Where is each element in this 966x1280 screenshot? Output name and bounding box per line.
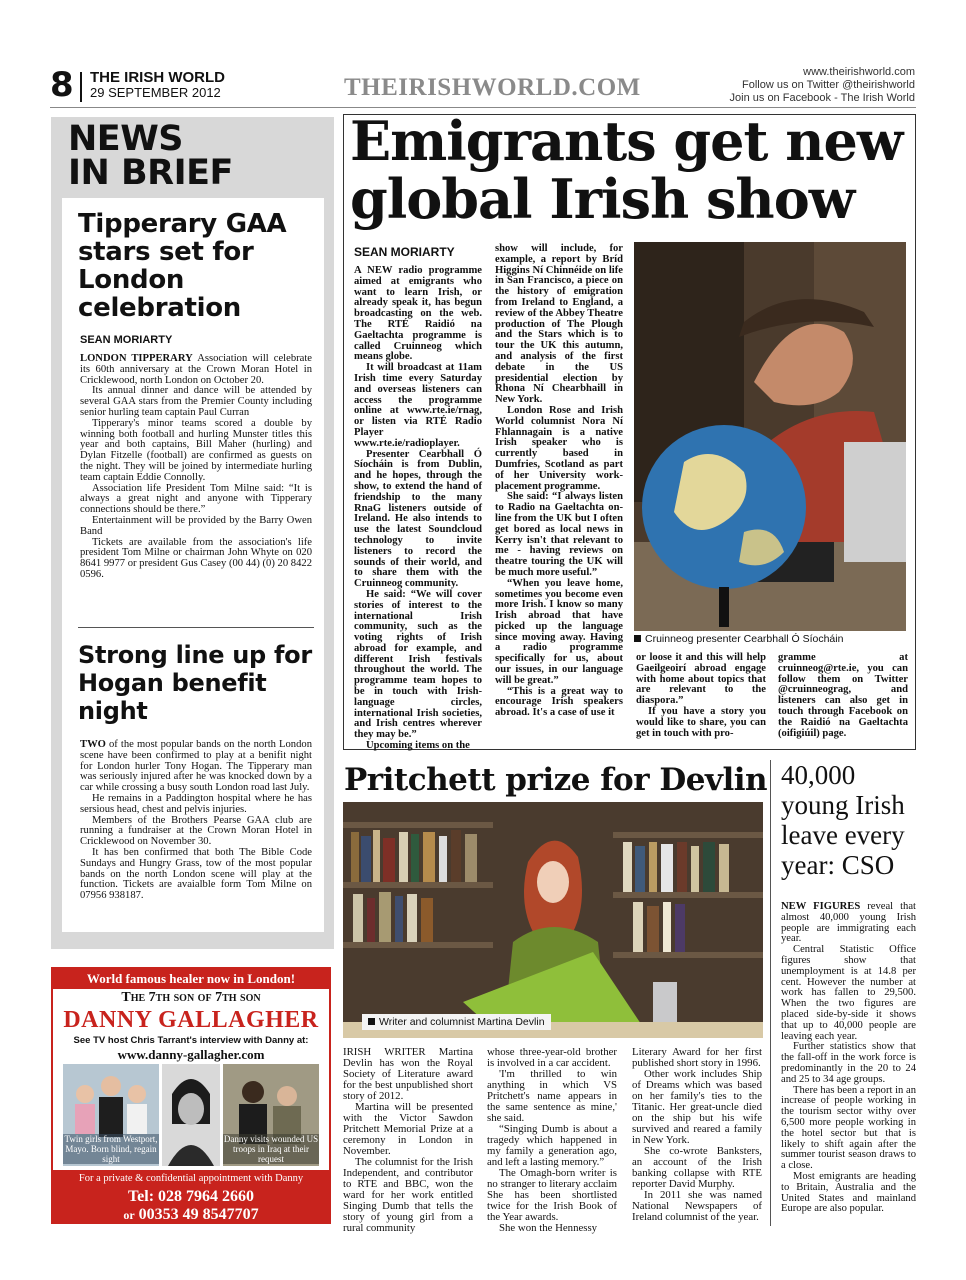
brief-headline-hogan: Strong line up for Hogan benefit night [78, 641, 312, 725]
brief-story-hogan: TWO of the most popular bands on the north London scene have been confirmed to play at a benifit night for London hurler Tony Hogan. The Tipperary man was seriously injured after he was knocked down by a car while crossing a busy south London road last July. He remains in a Paddington hospital where he has sersious head, chest and pelvis injuries. Members of the Brothers Pearse GAA club are running a fundraiser at the Crown Moran Hotel in Cricklewood on November 30. It has ben confirmed that both The Bible Code Sundays and Hungry Grass, tow of the most popular bands on the north London scene will play at the function. Tickets are avaialble form Tom Milne on 07956 938187. [80, 739, 312, 902]
page-number: 8 [50, 65, 74, 105]
header-divider [80, 72, 82, 102]
advert-subtitle: The 7th son of 7th son [121, 990, 261, 1005]
presenter-photo-caption: Cruinneog presenter Cearbhall Ó Síocháin [634, 633, 843, 645]
advert-photo-danny [162, 1064, 220, 1166]
header-contacts [730, 66, 915, 105]
advert-contact-panel [53, 1170, 329, 1222]
main-story-col4: gramme at cruinneog@rte.ie, you can follow them on Twitter @cruinneograg, and listeners can also get in touch through Facebook on the Raidió na Gaeltachta (oifigiúil) page. [778, 652, 908, 739]
pritchett-headline: Pritchett prize for Devlin [344, 762, 768, 798]
header-rule [50, 107, 916, 108]
site-masthead: THEIRISHWORLD.COM [344, 74, 641, 101]
website-link[interactable]: www.theirishworld.com [803, 66, 915, 78]
cso-column-rule [770, 760, 771, 1226]
advert-appointment: For a private & confidential appointment with Danny [78, 1173, 304, 1184]
presenter-photo-illustration [634, 242, 906, 631]
cso-headline: 40,000 young Irish leave every year: CSO [781, 760, 905, 880]
danny-portrait-illustration [162, 1064, 220, 1166]
publication-name: THE IRISH WORLD [90, 69, 225, 86]
caption-marker-icon [368, 1018, 375, 1025]
devlin-photo-illustration [343, 802, 763, 1038]
caption-marker-icon [634, 635, 641, 642]
cso-story: NEW FIGURES reveal that almost 40,000 young Irish people are immigrating each year. Central Statistic Office figures show that unemployment is at 14.8 per cent. However the number at work has fallen to 29,500. When the two figures are placed side-by-side it shows that up to 40,000 people are leaving each year. Further statistics show that the fall-off in the work force is predominantly in the 20 to 24 and 25 to 34 age groups. There has been a report in an increase of people working in the tourism sector withy over 6,500 more people working in the hotel sector but that is likely to shift again after the summer tourist season draws to a close. Most emigrants are heading to Britain, Australia and the United States and mainland Europe are also popular. [781, 901, 916, 1215]
pritchett-col1: IRISH WRITER Martina Devlin has won the Royal Society of Literature award for the best unpublished short story of 2012. Martina will be presented with the Victor Sawdon Pritchett Memorial Prize at a ceremony in London in November. The columnist for the Irish Independent, and contributor to RTE and BBC, won the ward for her work entitled Singing Dumb that tells the story of young girl from a rural community [343, 1046, 473, 1234]
devlin-photo-caption: Writer and columnist Martina Devlin [362, 1014, 551, 1030]
issue-date: 29 SEPTEMBER 2012 [90, 85, 221, 100]
brief-headline-tipperary: Tipperary GAA stars set for London celebration [78, 209, 287, 323]
devlin-photo [343, 802, 763, 1038]
main-headline: Emigrants get new global Irish show [350, 109, 903, 231]
brief-byline: SEAN MORIARTY [80, 334, 173, 346]
main-story-col3: or loose it and this will help Gaeilgeoirí abroad engage with home about topics that are relevant to the diaspora.” If you have a story you would like to share, you can get in touch with pro- [636, 652, 766, 739]
advert-name: DANNY GALLAGHER [63, 1007, 319, 1033]
news-in-brief-title: NEWS IN BRIEF [68, 119, 233, 193]
advert-top-banner: World famous healer now in London! [53, 969, 329, 989]
advert-tv-line: See TV host Chris Tarrant's interview with Danny at: [73, 1035, 309, 1046]
pritchett-col2: whose three-year-old brother is involved in a car accident. 'I'm thrilled to win anything in which VS Pritchett's name appears in the same sentence as mine,' she said. “Singing Dumb is about a tragedy which happened in my family a generation ago, and left a lasting memory.” The Omagh-born writer is no stranger to literary acclaim She has been shortlisted twice for the Irish Book of the Year awards. She won the Hennessy [487, 1046, 617, 1234]
advert-caption-left: Twin girls from Westport, Mayo. Born blind, regain sight [64, 1134, 158, 1164]
advert-website[interactable]: www.danny-gallagher.com [117, 1047, 265, 1062]
main-byline: SEAN MORIARTY [354, 245, 455, 259]
advert-phone-ie[interactable]: or 00353 49 8547707 [123, 1206, 259, 1223]
presenter-photo [634, 242, 906, 631]
advert-phone-uk[interactable]: Tel: 028 7964 2660 [127, 1188, 255, 1205]
advert-caption-right: Danny visits wounded US troops in Iraq at their request [223, 1134, 319, 1164]
pritchett-col3: Literary Award for her first published short story in 1996. Other work includes Ship of Dreams which was based on her family's ties to the Titanic. Her great-uncle died on the ship but his wife survived and reared a family in New York. She co-wrote Banksters, an account of the Irish banking collapse with RTE reporter David Murphy. In 2011 she was named National Newspapers of Ireland columnist of the year. [632, 1046, 762, 1223]
brief-divider [78, 627, 314, 628]
main-story-col2: show will include, for example, a report by Bríd Higgins Ní Chinnéide on life in San Francisco, a piece on the history of emigration from Ireland to England, a review of the Abbey Theatre production of The Plough and the Stars which is to tour the UK this autumn, and analysis of the first debate in the US presidential election by Rhona Ní Chearbhaill in New York. London Rose and Irish World columnist Nora Ní Fhlannagain is a native Irish speaker who is currently based in Dumfries, Scotland as part of her University work-placement programme. She said: “I always listen to Radio na Gaeltachta on-line from the UK but I often get bored as local news in Kerry isn't that relevant to me - having reviews on theatre touring the UK will be much more useful.” “When you leave home, sometimes you become even more Irish. I know so many Irish abroad that have picked up the language since moving away. Having a radio programme specifically for us, about our issues, in our language will be great.” “This is a great way to encourage Irish speakers abroad. It's a case of use it [495, 243, 623, 719]
twitter-link[interactable]: Follow us on Twitter @theirishworld [742, 79, 915, 91]
facebook-link[interactable]: Join us on Facebook - The Irish World [729, 92, 915, 104]
main-story-col1: A NEW radio programme aimed at emigrants who want to learn Irish, or already speak it, has begun broadcasting on the web. The RTÉ Raidió na Gaeltachta programme is called Cruinneog which means globe. It will broadcast at 11am Irish time every Saturday and overseas listeners can access the programme online at www.rte.ie/rnag, or listen via RTÉ Radio Player www.rte.ie/radioplayer. Presenter Cearbhall Ó Síocháin is from Dublin, and he hopes, through the show, to extend the hand of friendship to the many RnaG listeners outside of Ireland. He also intends to use the latest Soundcloud technology to invite listeners to record the sounds of their world, and to share them with the Cruinneog community. He said: “We will cover stories of interest to the international Irish community, such as the voting rights of Irish abroad for example, and different Irish festivals throughout the world. The programme team hopes to be in touch with Irish-language circles, international Irish societies, and Irish centres wherever they may be.” Upcoming items on the [354, 265, 482, 752]
brief-story-tipperary: LONDON TIPPERARY Association will celebrate its 60th anniversary at the Crown Moran Hotel in Cricklewood, north London on October 20. Its annual dinner and dance will be attended by several GAA stars from the Premier County including senior hurling team captain Paul Curran Tipperary's minor teams scored a double by winning both football and hurling Munster titles this year and both captains, Bill Maher (hurling) and Dylan Fitzelle (football) are confirmed as guests on the night. They will be joined by intermediate hurling team captain Eddie Connolly. Association life President Tom Milne said: “It is always a great night and anyone with Tipperary connections should be there.” Entertainment will be provided by the Barry Owen Band Tickets are available from the association's life president Tom Milne or chairman John Whyte on 020 8641 9977 or president Gus Casey (00 44) (0) 20 8422 0596. [80, 353, 312, 580]
